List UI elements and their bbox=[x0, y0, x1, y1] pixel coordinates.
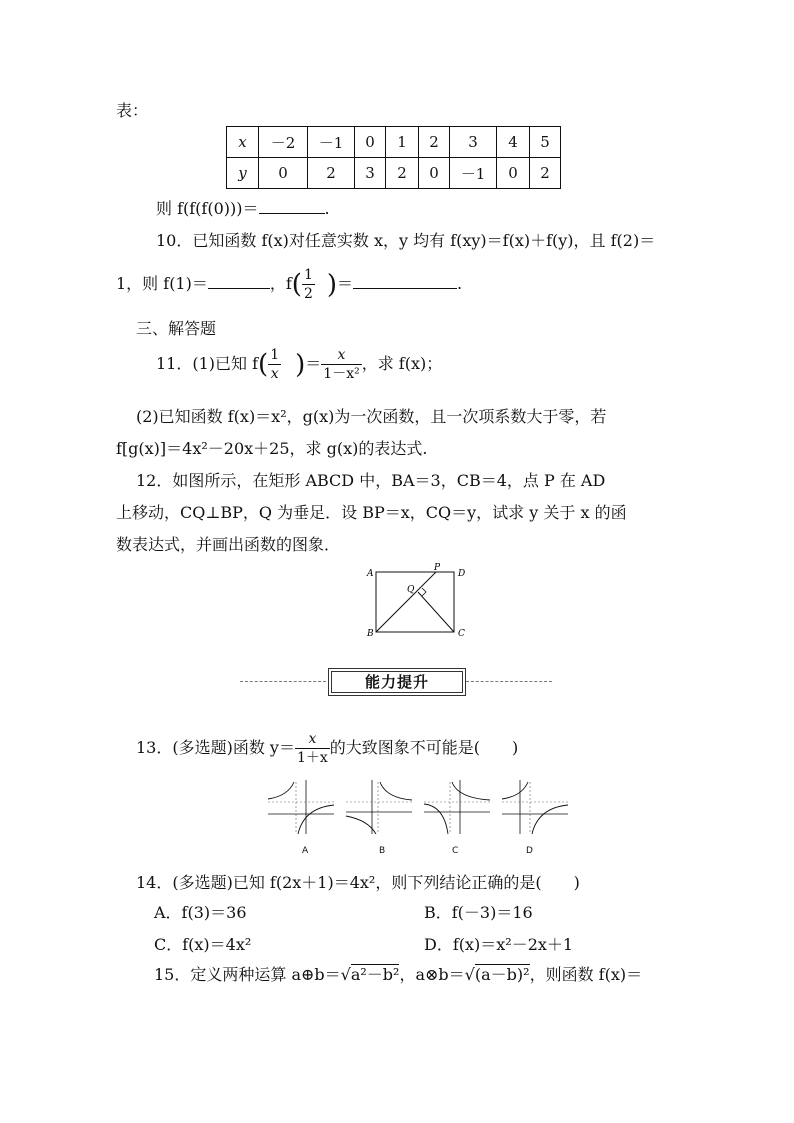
table-cell: 3 bbox=[355, 158, 386, 189]
q15-prefix: 15．定义两种运算 a⊕b＝ bbox=[154, 965, 341, 984]
q14-option-d: D．f(x)＝x²－2x＋1 bbox=[424, 935, 574, 954]
q9-line: 则 f(f(f(0)))＝ . bbox=[156, 199, 330, 218]
table-cell: 0 bbox=[355, 127, 386, 158]
q11-prefix: 11．(1)已知 f bbox=[156, 354, 259, 373]
q13-line bbox=[136, 730, 518, 767]
q11-line1 bbox=[156, 346, 442, 383]
option-label-b: B bbox=[379, 846, 386, 856]
left-paren: ( bbox=[258, 349, 269, 380]
table-cell: 5 bbox=[530, 127, 561, 158]
label-c: C bbox=[458, 629, 465, 639]
q11-suffix: ，求 f(x)； bbox=[361, 354, 443, 373]
q14-option-c: C．f(x)＝4x² bbox=[154, 935, 252, 954]
right-angle-mark bbox=[422, 588, 426, 596]
table-cell: 4 bbox=[497, 127, 530, 158]
answer-blank bbox=[208, 274, 270, 289]
ability-section-bar bbox=[240, 668, 552, 696]
dashed-divider bbox=[240, 681, 326, 682]
table-cell: －1 bbox=[450, 158, 497, 189]
table-cell: －1 bbox=[308, 127, 355, 158]
answer-blank bbox=[353, 274, 457, 289]
sqrt-radicand: (a－b)² bbox=[474, 965, 530, 984]
sqrt-sign: √ bbox=[340, 965, 351, 984]
table-row bbox=[227, 127, 561, 158]
table-cell: 0 bbox=[259, 158, 308, 189]
option-label-a: A bbox=[302, 846, 309, 856]
q12-line1: 12．如图所示，在矩形 ABCD 中，BA＝3，CB＝4，点 P 在 AD bbox=[136, 471, 606, 490]
table-row bbox=[227, 158, 561, 189]
sqrt-radicand: a²－b² bbox=[350, 965, 400, 984]
sqrt-sign: √ bbox=[464, 965, 475, 984]
frac-numerator: 1 bbox=[270, 347, 280, 363]
q11-part2-line2: f[g(x)]＝4x²－20x＋25，求 g(x)的表达式. bbox=[116, 439, 428, 458]
right-paren: ) bbox=[295, 349, 306, 380]
q15-mid: ，a⊗b＝ bbox=[399, 965, 465, 984]
frac-denominator: 1＋x bbox=[296, 750, 328, 766]
option-label-d: D bbox=[526, 846, 533, 856]
frac-numerator: x bbox=[321, 346, 361, 365]
table-cell: 2 bbox=[386, 158, 419, 189]
q14-stem: 14．(多选题)已知 f(2x＋1)＝4x²，则下列结论正确的是( ) bbox=[136, 873, 580, 892]
q13-prefix: 13．(多选题)函数 y＝ bbox=[136, 738, 295, 757]
q12-line3: 数表达式，并画出函数的图象． bbox=[116, 535, 341, 554]
q10-text-b: ，f bbox=[269, 274, 292, 293]
q11-eq: ＝ bbox=[305, 354, 322, 373]
q9-text: 则 f(f(f(0)))＝ bbox=[156, 199, 259, 218]
q13-suffix: 的大致图象不可能是( ) bbox=[329, 738, 519, 757]
q15-suffix: ，则函数 f(x)＝ bbox=[529, 965, 643, 984]
frac-numerator: x bbox=[295, 730, 330, 749]
xy-table bbox=[226, 126, 561, 189]
segment-cq bbox=[418, 592, 454, 632]
ability-heading: 能力提升 bbox=[328, 668, 466, 696]
table-header-y: y bbox=[227, 158, 259, 189]
frac-numerator: 1 bbox=[303, 267, 313, 283]
graph-d bbox=[502, 780, 568, 834]
q10-line1: 10．已知函数 f(x)对任意实数 x，y 均有 f(xy)＝f(x)＋f(y)，且 f(2)＝ bbox=[156, 231, 656, 250]
q11-part2-line1: (2)已知函数 f(x)＝x²，g(x)为一次函数，且一次项系数大于零，若 bbox=[136, 407, 607, 426]
table-cell: 1 bbox=[386, 127, 419, 158]
option-label-c: C bbox=[452, 846, 459, 856]
table-cell: 0 bbox=[497, 158, 530, 189]
intro-text: 表： bbox=[116, 101, 149, 120]
table-header-x: x bbox=[227, 127, 259, 158]
section-heading: 三、解答题 bbox=[136, 319, 217, 338]
right-paren: ) bbox=[326, 269, 338, 300]
label-d: D bbox=[458, 569, 466, 579]
q10-text-c: ＝ bbox=[337, 274, 354, 293]
left-paren: ( bbox=[291, 269, 302, 300]
graph-a bbox=[268, 780, 334, 834]
q12-line2: 上移动，CQ⊥BP，Q 为垂足．设 BP＝x，CQ＝y，试求 y 关于 x 的函 bbox=[116, 503, 627, 522]
q11-arg-fraction bbox=[268, 346, 281, 383]
frac-denominator: x bbox=[270, 366, 279, 382]
table-cell: －2 bbox=[259, 127, 308, 158]
q10-line2: 1，则 f(1)＝ ，f( $\frac{1}{2}$ )＝ . bbox=[116, 267, 463, 302]
table-cell: 2 bbox=[530, 158, 561, 189]
label-p: P bbox=[434, 563, 441, 573]
label-a: A bbox=[367, 569, 374, 579]
q15-line bbox=[154, 962, 642, 985]
dashed-divider bbox=[466, 681, 552, 682]
q14-option-b: B．f(－3)＝16 bbox=[424, 903, 533, 922]
frac-denominator: 1－x² bbox=[323, 366, 360, 382]
frac-denominator: 2 bbox=[303, 286, 313, 302]
table-cell: 2 bbox=[308, 158, 355, 189]
table-cell: 0 bbox=[419, 158, 450, 189]
graph-b bbox=[346, 780, 412, 834]
rectangle-figure bbox=[362, 562, 472, 644]
table-cell: 2 bbox=[419, 127, 450, 158]
q13-fraction bbox=[295, 730, 330, 767]
label-b: B bbox=[367, 629, 374, 639]
answer-blank bbox=[259, 199, 325, 214]
graph-c bbox=[424, 780, 490, 834]
label-q: Q bbox=[407, 585, 415, 595]
q11-rhs-fraction bbox=[321, 346, 361, 383]
q14-option-a: A．f(3)＝36 bbox=[154, 903, 247, 922]
table-cell: 3 bbox=[450, 127, 497, 158]
rectangle-abcd bbox=[376, 572, 454, 632]
option-graphs bbox=[264, 776, 570, 838]
q10-text-a: 1，则 f(1)＝ bbox=[116, 274, 208, 293]
q10-fraction bbox=[302, 266, 315, 303]
